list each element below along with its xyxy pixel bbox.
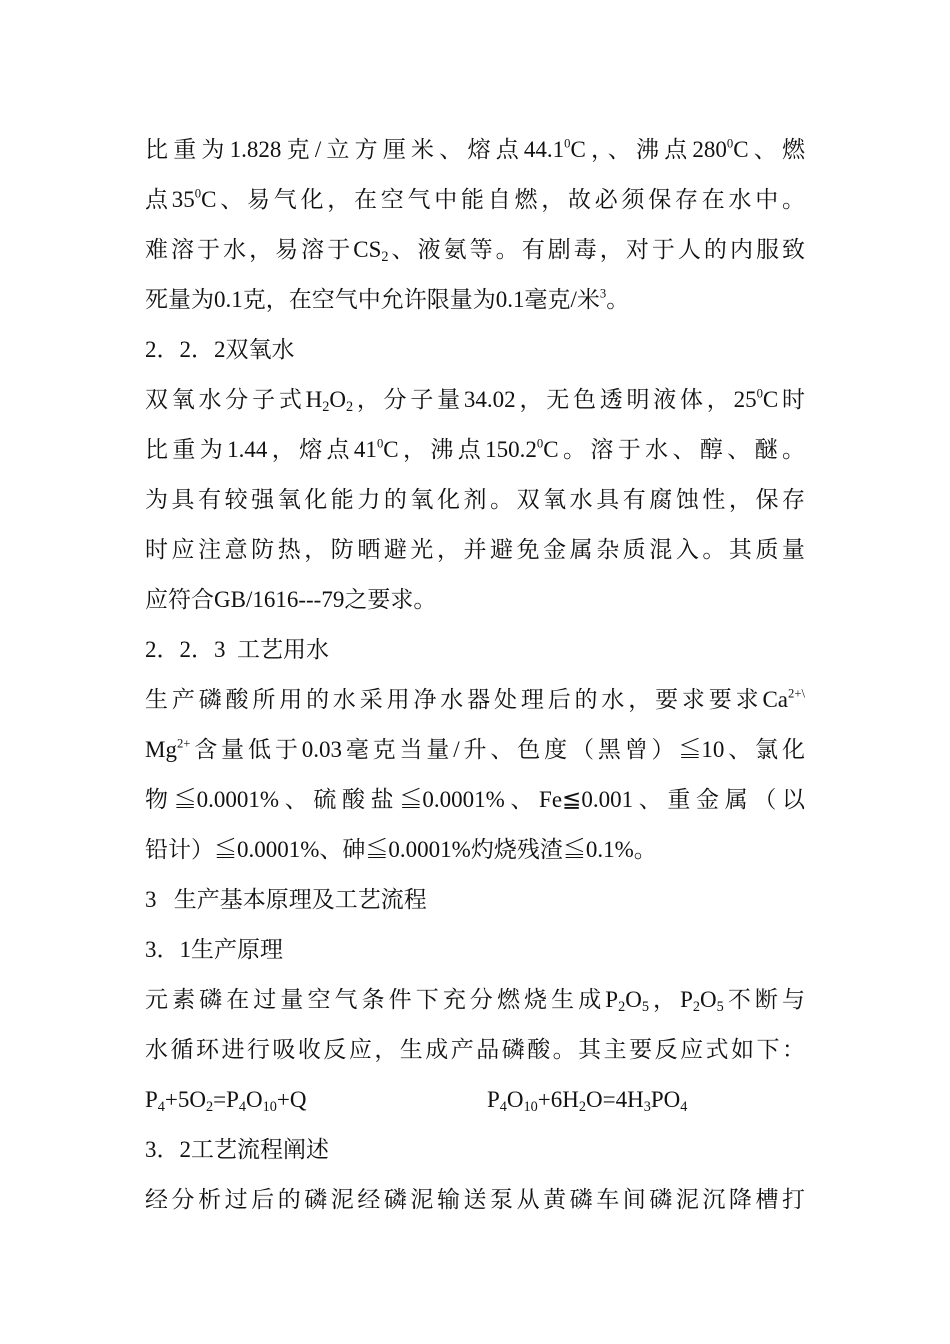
- text-line: 比重为1.828克/立方厘米、熔点44.1$^0$C，、沸点$280^0C$、燃: [145, 136, 806, 162]
- text-line: 难溶于水，易溶于$CS_2$、液氨等。有剧毒，对于人的内服致: [145, 237, 806, 265]
- text-line: 双氧水分子式$H_2O_2$，分子量34.02，无色透明液体，$25^0C$时: [145, 386, 805, 415]
- reaction-equation-combustion: $P_4+5O_2=P_4O_{10}+Q$: [145, 1087, 307, 1115]
- section-heading: 3．2工艺流程阐述: [145, 1137, 329, 1162]
- text-line: 应符合GB/1616---79之要求。: [145, 587, 437, 612]
- text-line: 点$35^0C$、易气化，在空气中能自燃，故必须保存在水中。: [145, 186, 806, 212]
- text-line: 水循环进行吸收反应，生成产品磷酸。其主要反应式如下：: [145, 1037, 805, 1062]
- text-line: 死量为0.1克，在空气中允许限量为0.1毫克/米$^3$。: [145, 286, 630, 312]
- chapter-heading: 3 生产基本原理及工艺流程: [145, 887, 427, 912]
- text-line: 物≦0.0001%、硫酸盐≦0.0001%、Fe≦0.001、重金属（以: [145, 787, 805, 812]
- text-line: 元素磷在过量空气条件下充分燃烧生成$P_2O_5$，$P_2O_5$不断与: [145, 987, 806, 1015]
- reaction-equation-hydration: $P_4O_{10}+6H_2O=4H_3PO_4$: [487, 1087, 688, 1115]
- section-heading: 2．2．3 工艺用水: [145, 637, 329, 662]
- text-line: 比重为1.44，熔点$41^0C$，沸点150.2$^0$C。溶于水、醇、醚。: [145, 436, 806, 462]
- text-line: 为具有较强氧化能力的氧化剂。双氧水具有腐蚀性，保存: [145, 487, 805, 512]
- section-heading: 2．2．2双氧水: [145, 337, 295, 362]
- text-line: 时应注意防热，防晒避光，并避免金属杂质混入。其质量: [145, 537, 805, 562]
- text-line: 经分析过后的磷泥经磷泥输送泵从黄磷车间磷泥沉降槽打: [145, 1187, 805, 1212]
- text-line: $Mg^{2+}$含量低于0.03毫克当量/升、色度（黑曾）≦10、氯化: [145, 736, 805, 762]
- text-line: 生产磷酸所用的水采用净水器处理后的水，要求要求$Ca^{2+\backslash}$: [145, 686, 805, 712]
- section-heading: 3．1生产原理: [145, 937, 283, 962]
- text-line: 铅计）≦0.0001%、砷≦0.0001%灼烧残渣≦0.1%。: [145, 837, 657, 862]
